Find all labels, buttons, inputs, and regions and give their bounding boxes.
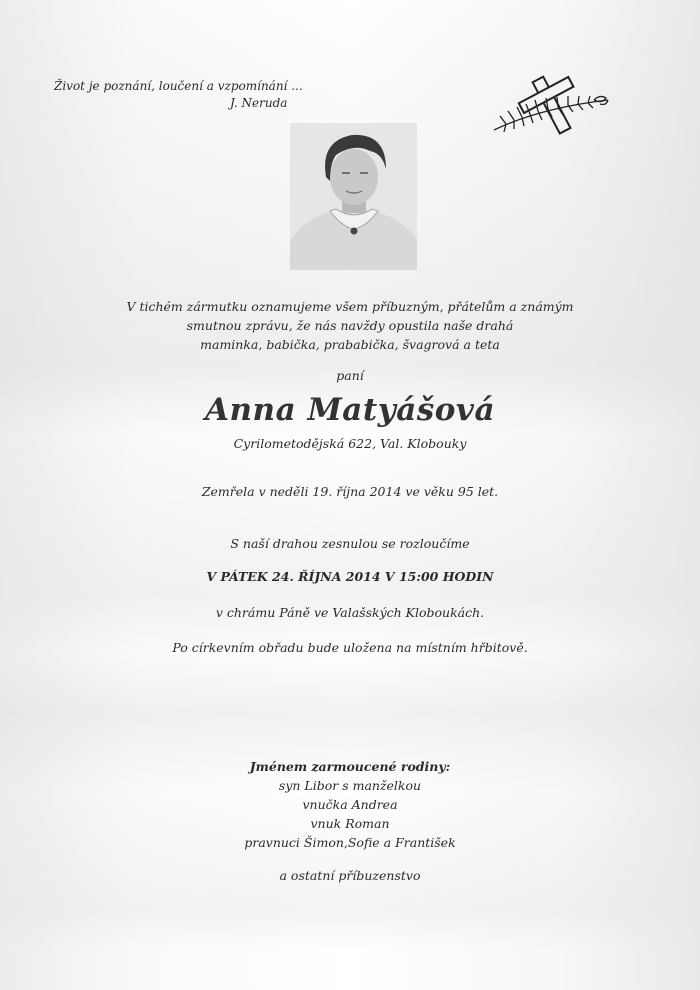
family-block — [0, 757, 700, 885]
family-heading: Jménem zarmoucené rodiny: — [249, 759, 451, 774]
family-member: vnučka Andrea — [302, 797, 398, 812]
funeral-datetime: V PÁTEK 24. ŘÍJNA 2014 V 15:00 HODIN — [206, 569, 494, 584]
intro-line: maminka, babička, prababička, švagrová a teta — [200, 337, 500, 352]
portrait-photo — [290, 123, 417, 270]
quote-block — [54, 78, 303, 112]
deceased-address: Cyrilometodějská 622, Val. Klobouky — [233, 436, 467, 451]
family-member: pravnuci Šimon,Sofie a František — [244, 835, 456, 850]
deceased-name: Anna Matyášová — [204, 392, 496, 428]
farewell-text: S naší drahou zesnulou se rozloučíme — [230, 536, 470, 551]
title-word: paní — [336, 368, 364, 383]
church-location: v chrámu Páně ve Valašských Kloboukách. — [215, 605, 485, 620]
intro-text — [0, 297, 700, 354]
death-notice: Zemřela v neděli 19. října 2014 ve věku 95 let. — [201, 484, 499, 499]
cross-with-palm-icon — [490, 74, 616, 136]
quote-author: J. Neruda — [230, 96, 288, 110]
intro-line: smutnou zprávu, že nás navždy opustila naše drahá — [186, 318, 514, 333]
intro-line: V tichém zármutku oznamujeme všem příbuzným, přátelům a známým — [126, 299, 574, 314]
family-others: a ostatní příbuzenstvo — [279, 868, 421, 883]
family-member: vnuk Roman — [310, 816, 390, 831]
burial-text: Po církevním obřadu bude uložena na místním hřbitově. — [172, 640, 528, 655]
family-member: syn Libor s manželkou — [278, 778, 422, 793]
quote-text: Život je poznání, loučení a vzpomínání ... — [54, 79, 303, 93]
